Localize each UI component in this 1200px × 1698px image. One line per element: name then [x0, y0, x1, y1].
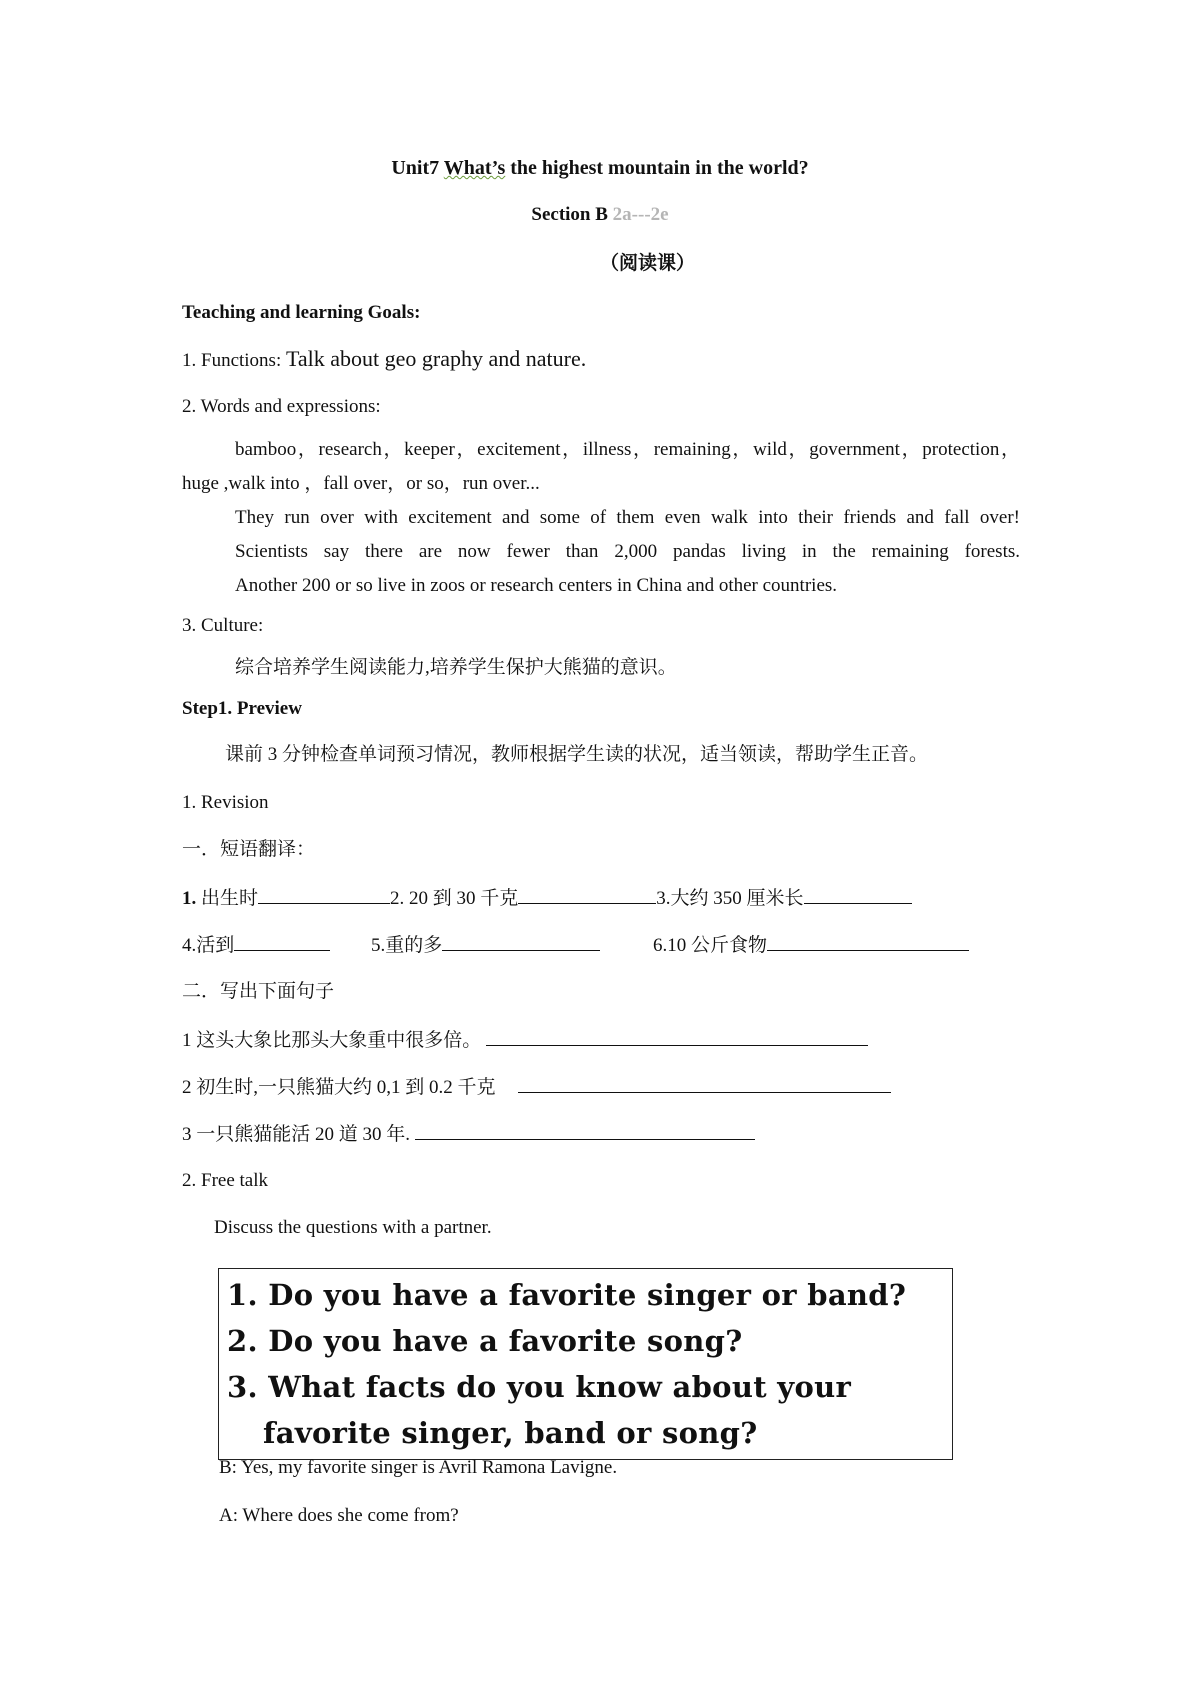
sentence-1 — [182, 1027, 868, 1053]
words-heading: 2. Words and expressions: — [182, 396, 381, 417]
words-line-2: huge ,walk into ，fall over，or so，run over... — [182, 473, 540, 494]
discuss-instruction: Discuss the questions with a partner. — [214, 1217, 492, 1238]
question-2: 2. Do you have a favorite song? — [227, 1324, 743, 1358]
sentence-1-text: 1 这头大象比那头大象重中很多倍。 — [182, 1030, 482, 1051]
example-sentence-2: Scientists say there are now fewer than 2,000 pandas living in the remaining forests. — [235, 541, 1020, 562]
answer-blank[interactable] — [415, 1121, 755, 1140]
section-label — [0, 203, 1200, 227]
discussion-questions-box — [218, 1268, 953, 1460]
functions-line — [182, 347, 586, 373]
section-text: Section B — [531, 204, 608, 225]
culture-heading: 3. Culture: — [182, 615, 264, 636]
phrase-row-2 — [182, 932, 969, 958]
question-1: 1. Do you have a favorite singer or band? — [227, 1278, 907, 1312]
phrase-5: 5.重的多 — [371, 935, 443, 956]
answer-blank[interactable] — [486, 1027, 868, 1046]
culture-text: 综合培养学生阅读能力,培养学生保护大熊猫的意识。 — [235, 657, 677, 678]
answer-blank[interactable] — [767, 932, 969, 951]
phrase-1-number: 1. — [182, 888, 197, 909]
sentence-2 — [182, 1074, 891, 1100]
dialogue-b-line: B: Yes, my favorite singer is Avril Ramona Lavigne. — [219, 1457, 618, 1478]
answer-blank[interactable] — [518, 1074, 891, 1093]
words-line-1: bamboo，research，keeper，excitement，illness，remaining，wild，government，protection， — [235, 439, 1020, 460]
sentence-3 — [182, 1121, 755, 1147]
goals-heading: Teaching and learning Goals: — [182, 302, 421, 323]
title-suffix: the highest mountain in the world? — [505, 157, 809, 179]
sentence-2-text: 2 初生时,一只熊猫大约 0,1 到 0.2 千克 — [182, 1077, 496, 1098]
sentence-3-text: 3 一只熊猫能活 20 道 30 年. — [182, 1124, 411, 1145]
phrase-1: 出生时 — [201, 888, 259, 909]
step1-heading: Step1. Preview — [182, 698, 302, 719]
title-wavy-word: What’s — [443, 157, 506, 179]
phrase-row-1 — [182, 885, 912, 911]
sentence-writing-heading: 二．写出下面句子 — [182, 981, 335, 1002]
phrase-translation-heading: 一．短语翻译： — [182, 839, 316, 860]
functions-text: Talk about geo graphy and nature. — [285, 346, 587, 371]
answer-blank[interactable] — [518, 885, 656, 904]
answer-blank[interactable] — [258, 885, 390, 904]
lesson-type: （阅读课） — [600, 253, 696, 274]
title-prefix: Unit7 — [391, 157, 444, 179]
question-3-continued: favorite singer, band or song? — [263, 1416, 758, 1450]
page-title — [0, 156, 1200, 180]
dialogue-a-line: A: Where does she come from? — [219, 1505, 459, 1526]
step1-intro: 课前 3 分钟检查单词预习情况，教师根据学生读的状况，适当领读，帮助学生正音。 — [225, 744, 929, 765]
phrase-4: 4.活到 — [182, 935, 235, 956]
functions-label: 1. Functions: — [182, 350, 286, 371]
answer-blank[interactable] — [442, 932, 600, 951]
example-sentence-1: They run over with excitement and some of them even walk into their friends and fall over! — [235, 507, 1020, 528]
phrase-2: 2. 20 到 30 千克 — [390, 888, 519, 909]
section-range: 2a---2e — [612, 204, 669, 225]
phrase-3: 3.大约 350 厘米长 — [656, 888, 804, 909]
question-3: 3. What facts do you know about your — [227, 1370, 852, 1404]
free-talk-heading: 2. Free talk — [182, 1170, 269, 1191]
answer-blank[interactable] — [234, 932, 330, 951]
answer-blank[interactable] — [804, 885, 912, 904]
example-sentence-3: Another 200 or so live in zoos or research centers in China and other countries. — [235, 575, 838, 596]
revision-heading: 1. Revision — [182, 792, 269, 813]
phrase-6: 6.10 公斤食物 — [653, 935, 768, 956]
